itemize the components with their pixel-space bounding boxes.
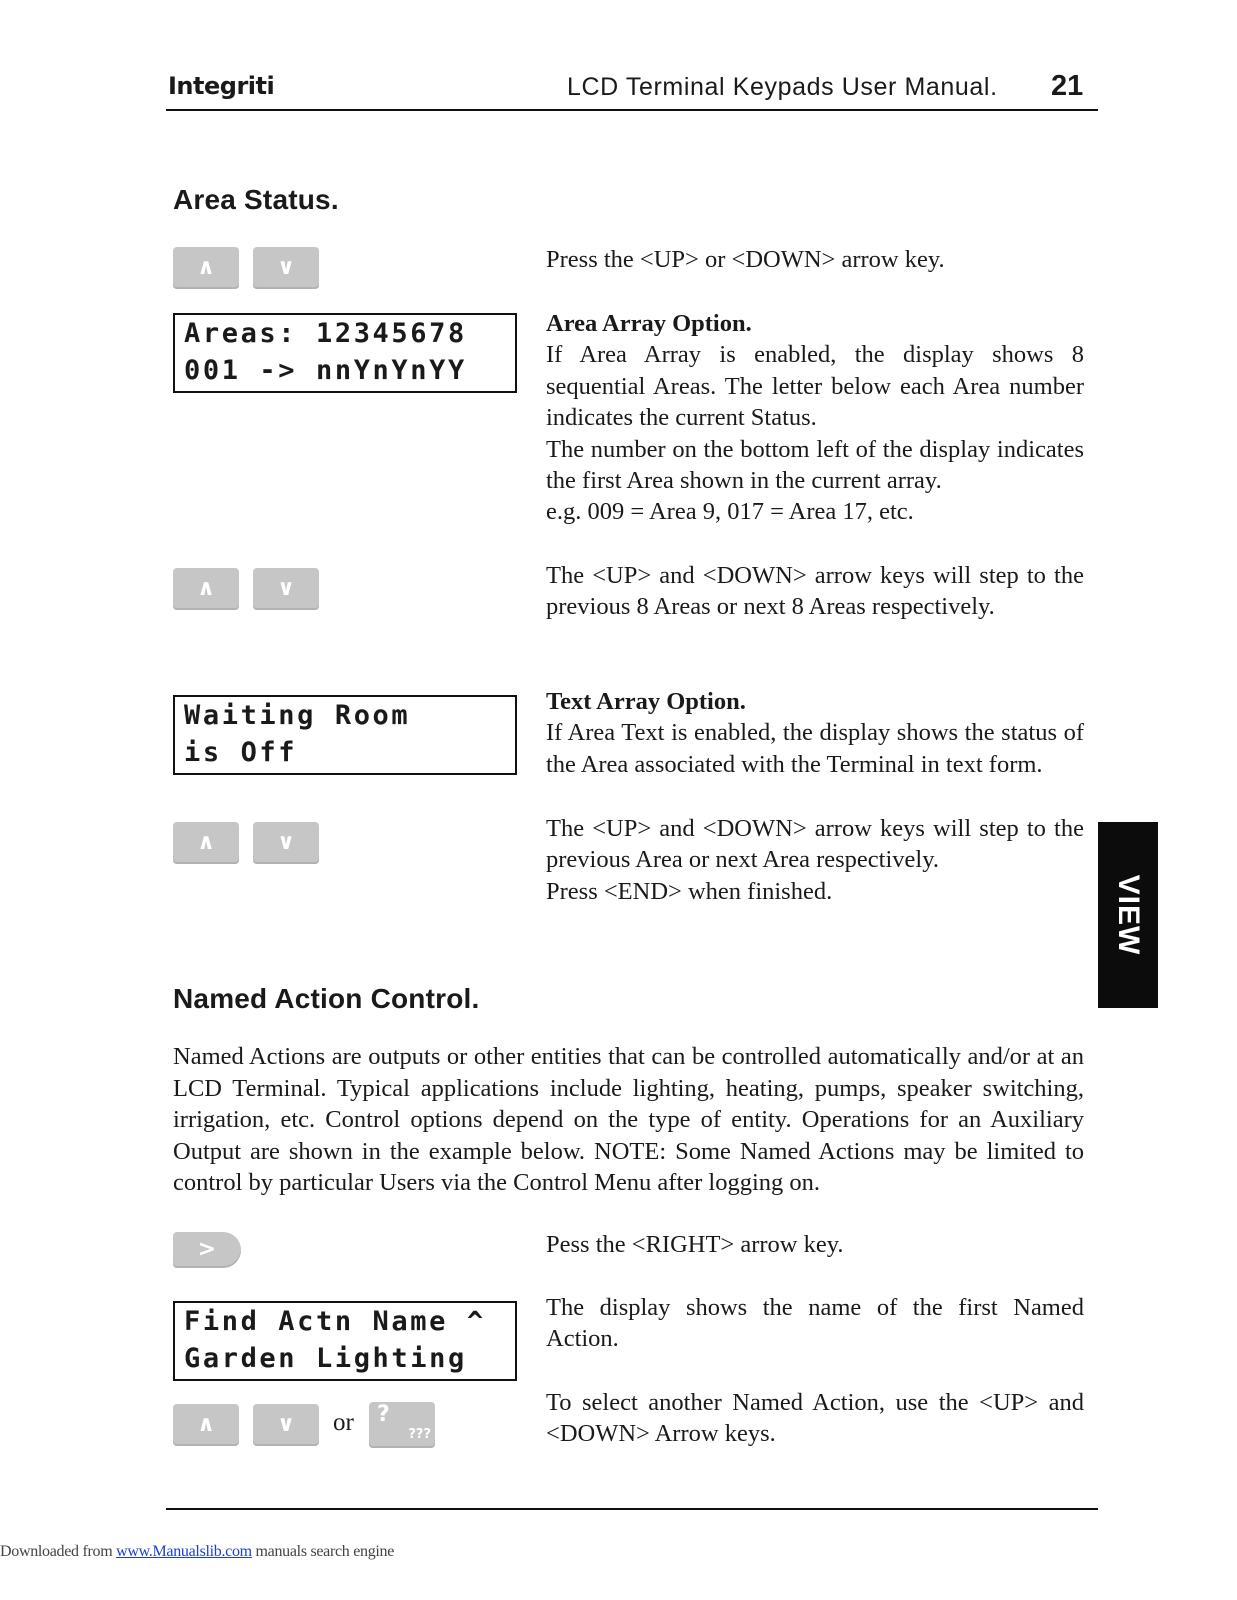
step-text-arrows: The <UP> and <DOWN> arrow keys will step to the previous Area or next Area respectively. Press <END> when finished. xyxy=(546,815,1084,905)
manualslib-link[interactable]: www.Manualslib.com xyxy=(116,1543,252,1560)
lcd-line-1: Areas: 12345678 xyxy=(184,318,467,349)
area-array-option xyxy=(546,308,1084,528)
view-section-tab: VIEW xyxy=(1098,822,1158,1008)
brand-logo: Integriti xyxy=(168,72,275,100)
text-array-option xyxy=(546,686,1084,780)
help-key-mark: ? xyxy=(377,1402,390,1427)
down-arrow-key-icon: ∨ xyxy=(253,247,319,289)
area-array-text-1: If Area Array is enabled, the display shows 8 sequential Areas. The letter below each Area number indicates the current Status. xyxy=(546,341,1084,432)
right-arrow-key-icon: > xyxy=(173,1232,241,1268)
lcd-display-find-action xyxy=(173,1301,517,1381)
lcd-display-text xyxy=(173,695,517,775)
area-array-heading: Area Array Option. xyxy=(546,310,752,337)
lcd-line-2: is Off xyxy=(184,737,298,768)
area-array-text-3: e.g. 009 = Area 9, 017 = Area 17, etc. xyxy=(546,498,914,526)
up-arrow-key-icon: ∧ xyxy=(173,247,239,289)
or-label: or xyxy=(333,1409,354,1436)
step-press-right: Pess the <RIGHT> arrow key. xyxy=(546,1231,844,1258)
lcd-line-1: Waiting Room xyxy=(184,700,411,731)
text-array-text: If Area Text is enabled, the display shows the status of the Area associated with the Terminal in text form. xyxy=(546,719,1084,778)
footer-suffix: manuals search engine xyxy=(251,1543,395,1560)
step-press-up-down: Press the <UP> or <DOWN> arrow key. xyxy=(546,246,945,273)
display-shows-text: The display shows the name of the first Named Action. xyxy=(546,1294,1084,1353)
lcd-line-1: Find Actn Name ^ xyxy=(184,1306,486,1337)
named-action-intro: Named Actions are outputs or other entities that can be controlled automatically and/or at an LCD Terminal. Typical applications include lighting, heating, pumps, speaker switching, irrigation, etc. Control options depend on the type of entity. Operations for an Auxiliary Output are shown in the example below. NOTE: Some Named Actions may be limited to control by particular Users via the Control Menu after logging on. xyxy=(173,1043,1084,1197)
area-array-text-2: The number on the bottom left of the display indicates the first Area shown in the current array. xyxy=(546,435,1084,495)
manual-title: LCD Terminal Keypads User Manual. xyxy=(567,73,998,101)
help-key-icon xyxy=(369,1402,435,1448)
up-arrow-key-icon: ∧ xyxy=(173,822,239,864)
area-status-heading: Area Status. xyxy=(173,184,339,215)
up-arrow-key-icon: ∧ xyxy=(173,568,239,610)
footer-rule xyxy=(166,1508,1098,1510)
step-array-arrows: The <UP> and <DOWN> arrow keys will step to the previous 8 Areas or next 8 Areas respectively. xyxy=(546,562,1084,621)
download-footer xyxy=(0,1543,394,1561)
help-key-sub: ??? xyxy=(408,1427,431,1442)
up-arrow-key-icon: ∧ xyxy=(173,1404,239,1446)
header-rule xyxy=(166,109,1098,111)
down-arrow-key-icon: ∨ xyxy=(253,1404,319,1446)
lcd-display-areas xyxy=(173,313,517,393)
down-arrow-key-icon: ∨ xyxy=(253,568,319,610)
page-number: 21 xyxy=(1051,70,1084,102)
lcd-line-2: Garden Lighting xyxy=(184,1343,467,1374)
named-action-heading: Named Action Control. xyxy=(173,983,480,1014)
lcd-line-2: 001 -> nnYnYnYY xyxy=(184,355,467,386)
footer-prefix: Downloaded from xyxy=(0,1543,117,1560)
text-array-heading: Text Array Option. xyxy=(546,688,746,715)
select-another-text: To select another Named Action, use the <UP> and <DOWN> Arrow keys. xyxy=(546,1389,1084,1448)
down-arrow-key-icon: ∨ xyxy=(253,822,319,864)
